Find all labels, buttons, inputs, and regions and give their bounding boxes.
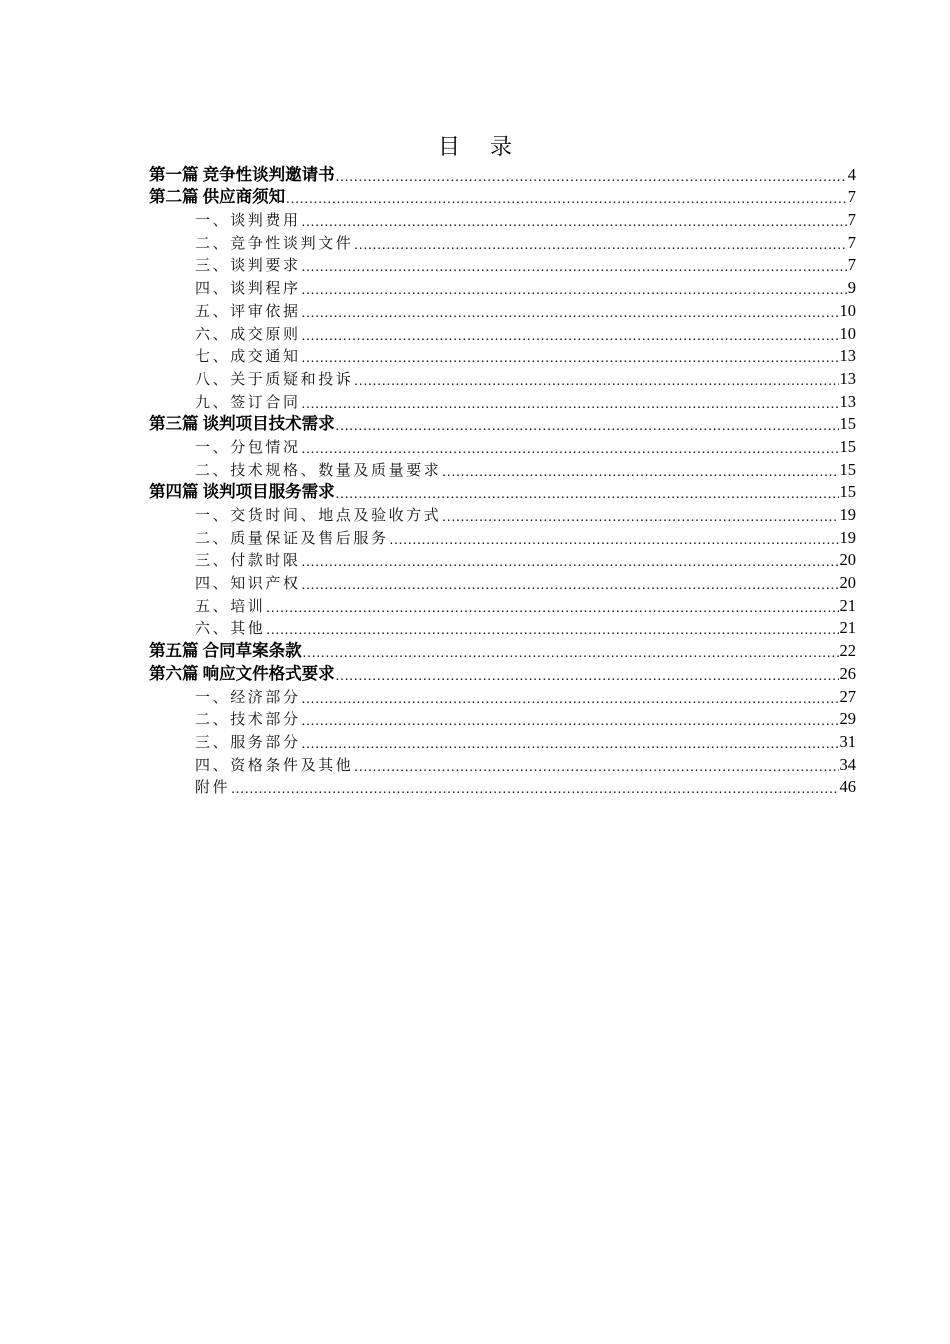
toc-dot-leader xyxy=(266,600,838,616)
toc-entry-page-number: 15 xyxy=(839,414,856,434)
toc-entry[interactable] xyxy=(149,253,856,276)
toc-entry-text: 二、技术部分 xyxy=(195,710,301,729)
toc-dot-leader xyxy=(302,396,839,412)
toc-entry-text: 七、成交通知 xyxy=(195,347,301,366)
toc-entry-page-number: 27 xyxy=(839,686,856,706)
toc-entry-page-number: 13 xyxy=(839,368,856,388)
toc-entry[interactable] xyxy=(149,525,856,548)
toc-entry[interactable] xyxy=(149,185,856,208)
toc-entry-page-number: 20 xyxy=(839,573,856,593)
toc-entry-page-number: 34 xyxy=(839,754,856,774)
toc-dot-leader xyxy=(302,282,847,298)
toc-entry-text: 四、知识产权 xyxy=(195,574,301,593)
toc-entry-page-number: 7 xyxy=(847,187,856,207)
toc-entry-page-number: 29 xyxy=(839,709,856,729)
toc-entry[interactable] xyxy=(149,344,856,367)
toc-entry-text: 第六篇 响应文件格式要求 xyxy=(149,663,335,683)
toc-dot-leader xyxy=(302,691,839,707)
toc-dot-leader xyxy=(302,441,839,457)
toc-entry-text: 八、关于质疑和投诉 xyxy=(195,369,354,388)
toc-entry-text: 第四篇 谈判项目服务需求 xyxy=(149,482,335,502)
toc-entry-page-number: 15 xyxy=(839,436,856,456)
toc-entry-page-number: 21 xyxy=(839,618,856,638)
toc-entry[interactable] xyxy=(149,321,856,344)
toc-entry-page-number: 20 xyxy=(839,550,856,570)
toc-entry-text: 一、交货时间、地点及验收方式 xyxy=(195,506,442,524)
toc-dot-leader xyxy=(302,736,839,752)
toc-dot-leader xyxy=(302,259,847,275)
toc-entry-text: 三、谈判要求 xyxy=(195,256,301,275)
toc-entry[interactable] xyxy=(149,230,856,253)
toc-entry[interactable] xyxy=(149,480,856,503)
toc-entry-text: 二、技术规格、数量及质量要求 xyxy=(195,460,442,479)
toc-dot-leader xyxy=(303,645,839,661)
toc-entry-page-number: 19 xyxy=(839,505,856,524)
toc-entry-text: 五、评审依据 xyxy=(195,301,301,320)
toc-entry[interactable] xyxy=(149,707,856,730)
toc-entry-page-number: 19 xyxy=(839,527,856,547)
toc-dot-leader xyxy=(336,668,839,684)
toc-entry-text: 六、其他 xyxy=(195,619,266,638)
toc-entry[interactable] xyxy=(149,638,856,661)
toc-title-right: 录 xyxy=(490,134,513,159)
toc-dot-leader xyxy=(302,713,839,729)
toc-entry[interactable] xyxy=(149,729,856,752)
toc-entry[interactable] xyxy=(149,207,856,230)
toc-entry-page-number: 10 xyxy=(839,323,856,343)
toc-entry-page-number: 46 xyxy=(839,777,856,797)
toc-entry-text: 一、分包情况 xyxy=(195,437,301,456)
toc-entry-text: 四、谈判程序 xyxy=(195,279,301,298)
toc-entry[interactable] xyxy=(149,366,856,389)
toc-entry-text: 九、签订合同 xyxy=(195,392,301,411)
toc-entry-page-number: 13 xyxy=(839,391,856,411)
toc-dot-leader xyxy=(302,328,839,344)
toc-entry-text: 第一篇 竞争性谈判邀请书 xyxy=(149,164,335,184)
toc-entry-text: 二、竞争性谈判文件 xyxy=(195,233,354,252)
toc-dot-leader xyxy=(336,418,839,434)
toc-entry-page-number: 21 xyxy=(839,595,856,615)
toc-entry[interactable] xyxy=(149,434,856,457)
toc-entry-text: 三、服务部分 xyxy=(195,732,301,751)
toc-entry[interactable] xyxy=(149,752,856,775)
toc-entry-page-number: 26 xyxy=(839,663,856,683)
toc-dot-leader xyxy=(266,622,838,638)
toc-entry-text: 二、质量保证及售后服务 xyxy=(195,528,389,547)
toc-list xyxy=(149,162,856,797)
toc-entry-page-number: 9 xyxy=(847,278,856,298)
toc-dot-leader xyxy=(302,214,847,230)
toc-entry-text: 第二篇 供应商须知 xyxy=(149,187,286,207)
toc-entry-text: 四、资格条件及其他 xyxy=(195,755,354,774)
toc-entry[interactable] xyxy=(149,775,856,798)
toc-dot-leader xyxy=(302,350,839,366)
toc-entry[interactable] xyxy=(149,298,856,321)
toc-entry-text: 三、付款时限 xyxy=(195,551,301,570)
toc-entry[interactable] xyxy=(149,412,856,435)
toc-dot-leader xyxy=(302,554,839,570)
toc-dot-leader xyxy=(336,486,839,502)
toc-entry-text: 第五篇 合同草案条款 xyxy=(149,641,302,661)
toc-entry-page-number: 31 xyxy=(839,731,856,751)
toc-entry-page-number: 15 xyxy=(839,482,856,502)
toc-entry-text: 一、谈判费用 xyxy=(195,211,301,230)
toc-dot-leader xyxy=(336,169,847,185)
toc-entry-text: 附件 xyxy=(195,778,231,797)
toc-dot-leader xyxy=(390,532,839,548)
toc-entry-page-number: 10 xyxy=(839,300,856,320)
toc-title-left: 目 xyxy=(437,134,460,159)
toc-entry[interactable] xyxy=(149,162,856,185)
toc-entry-page-number: 7 xyxy=(847,232,856,252)
toc-entry[interactable] xyxy=(149,684,856,707)
toc-dot-leader xyxy=(354,237,846,253)
toc-entry[interactable] xyxy=(149,457,856,480)
toc-dot-leader xyxy=(354,373,838,389)
toc-dot-leader xyxy=(354,759,838,775)
toc-entry-page-number: 4 xyxy=(847,164,856,184)
toc-entry-page-number: 7 xyxy=(847,255,856,275)
toc-entry-page-number: 7 xyxy=(847,210,856,230)
toc-entry[interactable] xyxy=(149,389,856,412)
toc-entry[interactable] xyxy=(149,548,856,571)
toc-dot-leader xyxy=(442,464,838,480)
toc-entry[interactable] xyxy=(149,275,856,298)
toc-entry-text: 一、经济部分 xyxy=(195,687,301,706)
toc-entry[interactable] xyxy=(149,570,856,593)
toc-entry[interactable] xyxy=(149,616,856,639)
toc-entry-text: 六、成交原则 xyxy=(195,324,301,343)
toc-entry-page-number: 22 xyxy=(839,641,856,661)
toc-dot-leader xyxy=(442,509,838,525)
toc-entry-page-number: 13 xyxy=(839,346,856,366)
toc-entry-page-number: 15 xyxy=(839,459,856,479)
toc-entry[interactable] xyxy=(149,502,856,525)
toc-entry[interactable] xyxy=(149,661,856,684)
toc-entry-text: 第三篇 谈判项目技术需求 xyxy=(149,414,335,434)
toc-dot-leader xyxy=(302,577,839,593)
toc-dot-leader xyxy=(231,781,838,797)
toc-title xyxy=(0,133,950,161)
toc-dot-leader xyxy=(286,191,847,207)
toc-entry-text: 五、培训 xyxy=(195,596,266,615)
toc-entry[interactable] xyxy=(149,593,856,616)
toc-dot-leader xyxy=(302,305,839,321)
